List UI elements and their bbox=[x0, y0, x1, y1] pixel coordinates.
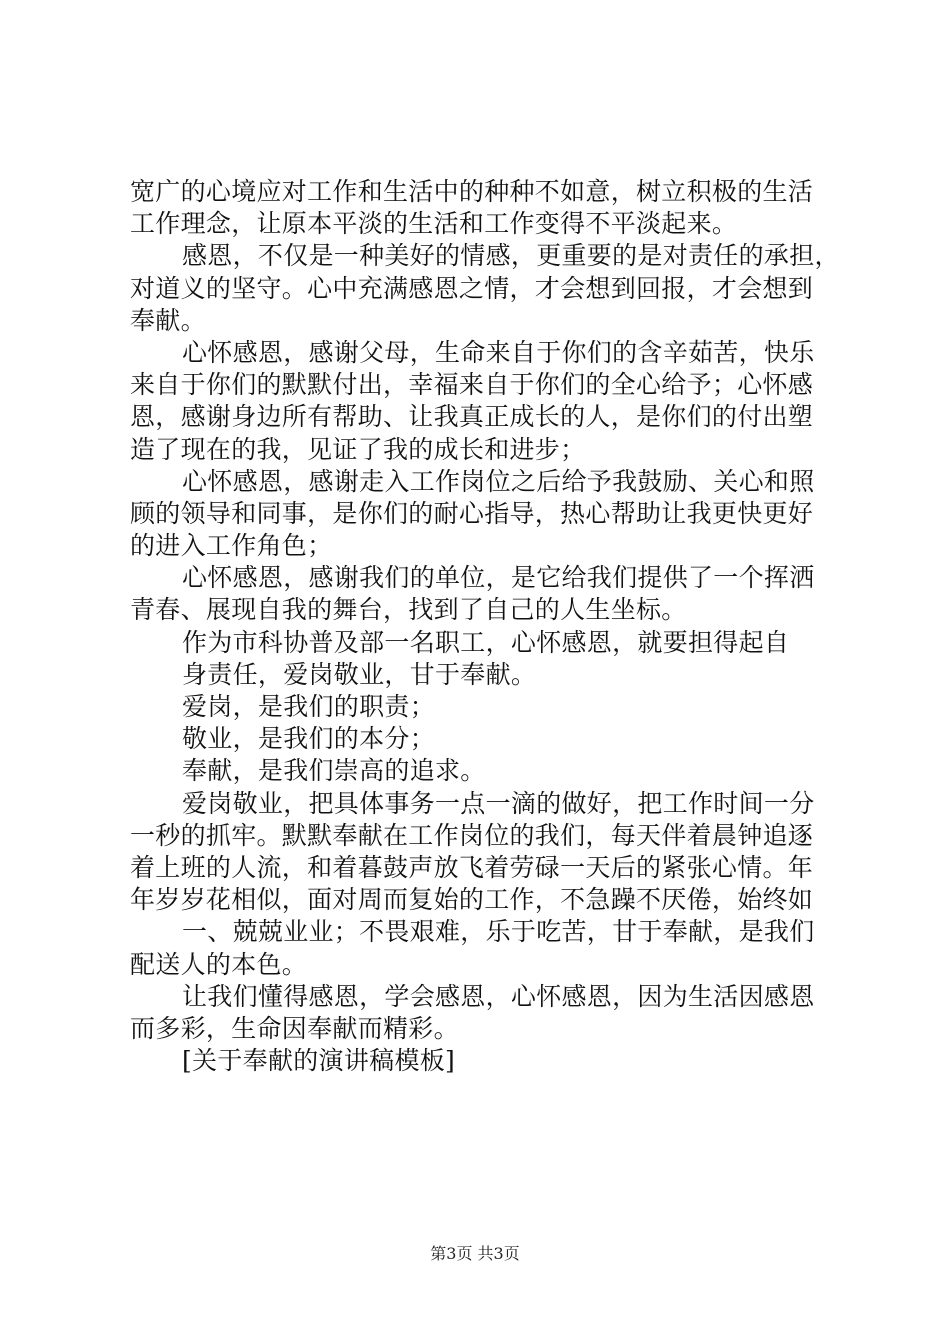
text-line: 年岁岁花相似，面对周而复始的工作，不急躁不厌倦，始终如 bbox=[130, 885, 814, 915]
text-line: 作为市科协普及部一名职工，心怀感恩，就要担得起自 bbox=[182, 627, 790, 657]
text-line: 心怀感恩，感谢父母，生命来自于你们的含辛茹苦，快乐 bbox=[182, 337, 815, 367]
text-line: 而多彩，生命因奉献而精彩。 bbox=[130, 1013, 459, 1043]
text-line: 感恩，不仅是一种美好的情感，更重要的是对责任的承担， bbox=[182, 241, 840, 271]
text-line: 敬业，是我们的本分； bbox=[182, 724, 436, 754]
text-line: 奉献，是我们崇高的追求。 bbox=[182, 756, 486, 786]
text-line: 让我们懂得感恩，学会感恩，心怀感恩，因为生活因感恩 bbox=[182, 981, 815, 1011]
text-line: 的进入工作角色； bbox=[130, 531, 333, 561]
page-footer: 第3页 共3页 bbox=[430, 1244, 520, 1263]
document-body bbox=[130, 176, 840, 1077]
text-line: 青春、展现自我的舞台，找到了自己的人生坐标。 bbox=[130, 595, 687, 625]
text-line: 来自于你们的默默付出，幸福来自于你们的全心给予；心怀感 bbox=[130, 370, 814, 400]
text-line: 奉献。 bbox=[130, 305, 206, 335]
text-line: [关于奉献的演讲稿模板] bbox=[182, 1046, 456, 1076]
text-line: 心怀感恩，感谢我们的单位，是它给我们提供了一个挥洒 bbox=[182, 563, 815, 593]
text-line: 配送人的本色。 bbox=[130, 949, 308, 979]
text-line: 造了现在的我，见证了我的成长和进步； bbox=[130, 434, 586, 464]
text-line: 一秒的抓牢。默默奉献在工作岗位的我们，每天伴着晨钟追逐 bbox=[130, 820, 814, 850]
text-line: 一、兢兢业业；不畏艰难，乐于吃苦，甘于奉献，是我们 bbox=[182, 917, 815, 947]
text-line: 爱岗敬业，把具体事务一点一滴的做好，把工作时间一分 bbox=[182, 788, 815, 818]
text-line: 恩，感谢身边所有帮助、让我真正成长的人，是你们的付出塑 bbox=[130, 402, 814, 432]
text-line: 心怀感恩，感谢走入工作岗位之后给予我鼓励、关心和照 bbox=[182, 466, 815, 496]
text-line: 宽广的心境应对工作和生活中的种种不如意，树立积极的生活 bbox=[130, 177, 814, 206]
text-line: 顾的领导和同事，是你们的耐心指导，热心帮助让我更快更好 bbox=[130, 498, 814, 528]
text-line: 对道义的坚守。心中充满感恩之情，才会想到回报，才会想到 bbox=[130, 273, 814, 303]
text-line: 工作理念，让原本平淡的生活和工作变得不平淡起来。 bbox=[130, 209, 738, 239]
text-line: 着上班的人流，和着暮鼓声放飞着劳碌一天后的紧张心情。年 bbox=[130, 852, 814, 882]
text-line: 身责任，爱岗敬业，甘于奉献。 bbox=[182, 659, 537, 689]
text-line: 爱岗，是我们的职责； bbox=[182, 692, 436, 721]
